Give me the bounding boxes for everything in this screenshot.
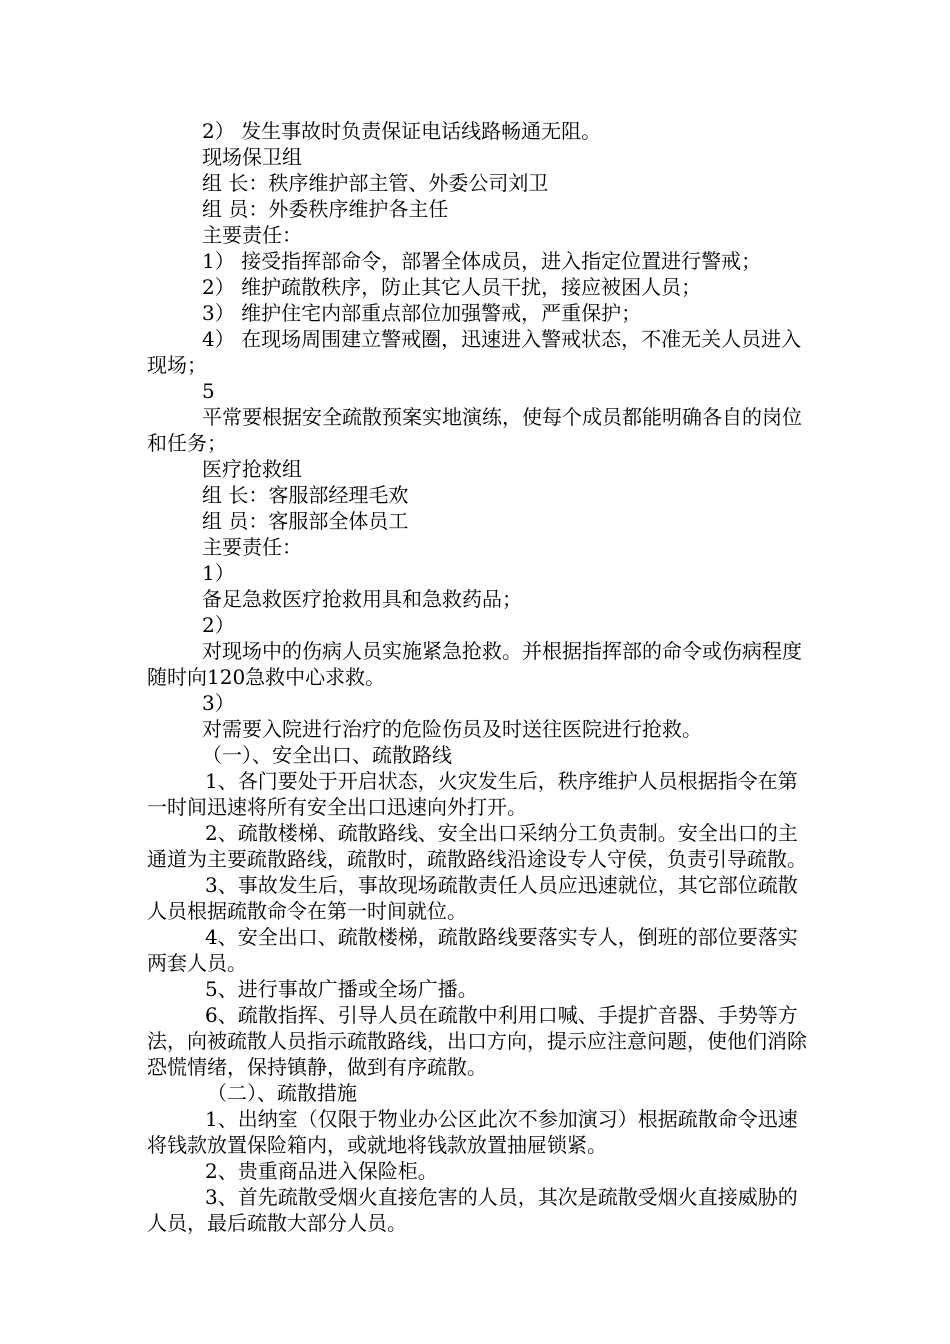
- section-heading: 现场保卫组: [202, 145, 302, 169]
- paragraph: 主要责任：: [202, 535, 302, 559]
- paragraph: 3、首先疏散受烟火直接危害的人员，其次是疏散受烟火直接威胁的人员，最后疏散大部分人员。: [147, 1185, 798, 1235]
- section-heading: 医疗抢救组: [202, 457, 302, 481]
- paragraph: 1、各门要处于开启状态，火灾发生后，秩序维护人员根据指令在第一时间迅速将所有安全出口迅速向外打开。: [147, 769, 798, 819]
- paragraph: 4、安全出口、疏散楼梯，疏散路线要落实专人，倒班的部位要落实两套人员。: [147, 925, 798, 975]
- paragraph: 组 员：客服部全体员工: [202, 509, 409, 533]
- paragraph: 6、疏散指挥、引导人员在疏散中利用口喊、手提扩音器、手势等方法，向被疏散人员指示疏散路线，出口方向，提示应注意问题，使他们消除恐慌情绪，保持镇静，做到有序疏散。: [147, 1003, 807, 1079]
- document-body: [147, 118, 817, 1236]
- paragraph: 1）: [202, 561, 235, 585]
- paragraph: 2） 发生事故时负责保证电话线路畅通无阻。: [202, 119, 602, 143]
- paragraph: 对需要入院进行治疗的危险伤员及时送往医院进行抢救。: [202, 717, 702, 741]
- paragraph: 3、事故发生后，事故现场疏散责任人员应迅速就位，其它部位疏散人员根据疏散命令在第一时间就位。: [147, 873, 798, 923]
- section-heading: （一）、安全出口、疏散路线: [202, 743, 452, 767]
- paragraph: 2） 维护疏散秩序，防止其它人员干扰，接应被困人员；: [202, 275, 702, 299]
- paragraph: 1） 接受指挥部命令，部署全体成员，进入指定位置进行警戒；: [202, 249, 762, 273]
- paragraph: 5: [202, 379, 215, 403]
- paragraph: 2、贵重商品进入保险柜。: [205, 1159, 438, 1183]
- paragraph: 对现场中的伤病人员实施紧急抢救。并根据指挥部的命令或伤病程度随时向120急救中心求救。: [147, 639, 802, 689]
- paragraph: 组 员：外委秩序维护各主任: [202, 197, 449, 221]
- paragraph: 5、进行事故广播或全场广播。: [205, 977, 478, 1001]
- paragraph: 2、疏散楼梯、疏散路线、安全出口采纳分工负责制。安全出口的主通道为主要疏散路线，疏散时，疏散路线沿途设专人守侯，负责引导疏散。: [147, 821, 807, 871]
- paragraph: 备足急救医疗抢救用具和急救药品；: [202, 587, 522, 611]
- paragraph: 3）: [202, 691, 235, 715]
- paragraph: 2）: [202, 613, 235, 637]
- section-heading: （二）、疏散措施: [207, 1081, 357, 1105]
- paragraph: 组 长：秩序维护部主管、外委公司刘卫: [202, 171, 549, 195]
- paragraph: 1、出纳室（仅限于物业办公区此次不参加演习）根据疏散命令迅速将钱款放置保险箱内，或就地将钱款放置抽屉锁紧。: [147, 1107, 798, 1157]
- paragraph: 4） 在现场周围建立警戒圈，迅速进入警戒状态，不准无关人员进入现场；: [147, 327, 802, 377]
- paragraph: 3） 维护住宅内部重点部位加强警戒，严重保护；: [202, 301, 642, 325]
- paragraph: 平常要根据安全疏散预案实地演练，使每个成员都能明确各自的岗位和任务；: [147, 405, 802, 455]
- paragraph: 组 长：客服部经理毛欢: [202, 483, 409, 507]
- paragraph: 主要责任：: [202, 223, 302, 247]
